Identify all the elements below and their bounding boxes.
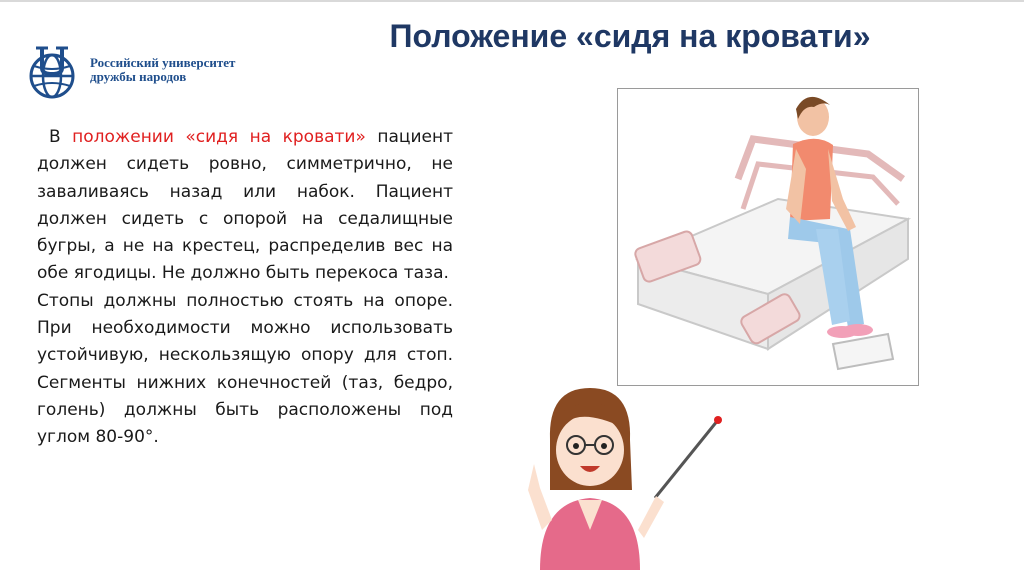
bed-sitting-illustration xyxy=(617,88,919,386)
stool-icon xyxy=(833,334,893,369)
university-name-line1: Российский университет xyxy=(90,55,236,70)
page-title: Положение «сидя на кровати» xyxy=(389,18,871,54)
paragraph-1-lead: В xyxy=(49,127,73,147)
highlight-term: положении «сидя на кровати» xyxy=(72,127,366,147)
paragraph-1 xyxy=(37,124,453,288)
paragraph-2: Стопы должны полностью стоять на опоре. При необходимости можно использовать устойчивую, нескользящую опору для стоп. Сегменты нижних конечностей (таз, бедро, голень) должны быть расположены под углом 80-90°. xyxy=(37,290,453,448)
university-name-line2: дружбы народов xyxy=(90,69,187,84)
university-name xyxy=(90,56,235,84)
top-divider xyxy=(0,0,1024,2)
globe-emblem-icon xyxy=(24,44,84,104)
bed-icon xyxy=(634,139,908,349)
teacher-icon xyxy=(528,388,722,570)
paragraph-1-rest: пациент должен сидеть ровно, симметрично, не заваливаясь назад или набок. Пациент должен сидеть с опорой на седалищные бугры, а не на крестец, распределив вес на обе ягодицы. Не должно быть перекоса таза. xyxy=(37,127,453,284)
teacher-mascot xyxy=(510,380,730,570)
university-logo xyxy=(24,44,284,104)
body-text xyxy=(37,124,453,452)
